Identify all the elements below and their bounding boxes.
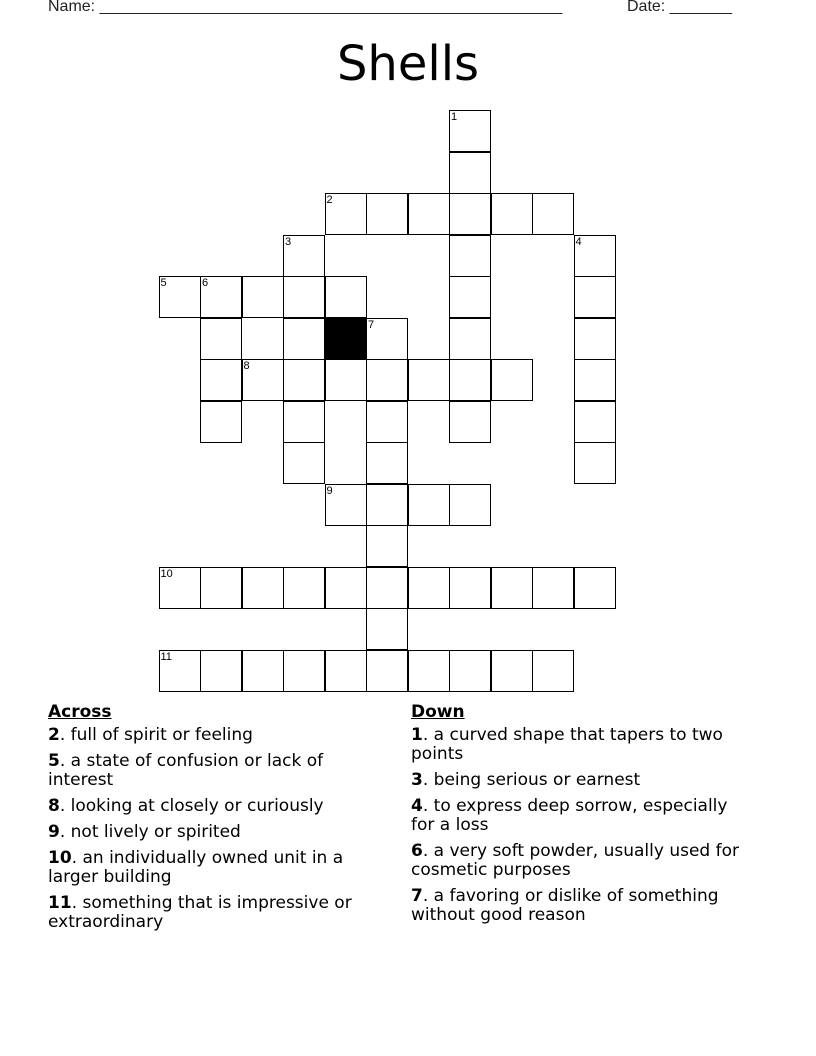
- cell-number: 4: [575, 235, 582, 248]
- clue-text: . being serious or earnest: [422, 770, 641, 790]
- grid-cell[interactable]: [408, 193, 450, 235]
- grid-cell[interactable]: [366, 442, 408, 484]
- clue-number: 1: [411, 725, 423, 745]
- cell-number: 8: [243, 360, 250, 372]
- across-heading: Across: [48, 702, 112, 722]
- grid-cell[interactable]: [242, 567, 284, 609]
- clue-text: . full of spirit or feeling: [59, 725, 253, 745]
- grid-cell[interactable]: [449, 193, 491, 235]
- name-field[interactable]: Name: ____________________________________________________: [48, 0, 563, 15]
- down-heading: Down: [411, 702, 465, 722]
- grid-cell[interactable]: [242, 650, 284, 692]
- grid-cell[interactable]: [242, 359, 284, 401]
- grid-cell[interactable]: [242, 276, 284, 318]
- grid-cell[interactable]: [574, 318, 616, 360]
- grid-cell[interactable]: [408, 359, 450, 401]
- grid-cell[interactable]: [200, 359, 242, 401]
- grid-cell[interactable]: [491, 359, 533, 401]
- clue-text: . a curved shape that tapers to two points: [411, 725, 723, 764]
- across-clue: [48, 797, 388, 816]
- clue-number: 5: [48, 751, 60, 771]
- grid-cell[interactable]: [159, 276, 201, 318]
- grid-cell[interactable]: [449, 110, 491, 152]
- clue-number: 10: [48, 848, 72, 868]
- down-clue-list: [411, 726, 751, 925]
- grid-cell[interactable]: [532, 193, 574, 235]
- grid-cell[interactable]: [200, 318, 242, 360]
- grid-cell[interactable]: [283, 567, 325, 609]
- grid-cell[interactable]: [449, 650, 491, 692]
- grid-cell[interactable]: [159, 567, 201, 609]
- across-clue: [48, 823, 388, 842]
- grid-cell[interactable]: [366, 359, 408, 401]
- grid-cell[interactable]: [325, 359, 367, 401]
- clue-text: . not lively or spirited: [59, 822, 241, 842]
- grid-cell[interactable]: [366, 193, 408, 235]
- clue-text: . to express deep sorrow, especially for a loss: [411, 796, 728, 835]
- grid-cell[interactable]: [449, 401, 491, 443]
- grid-cell[interactable]: [283, 650, 325, 692]
- grid-cell[interactable]: [449, 235, 491, 277]
- grid-cell[interactable]: [159, 650, 201, 692]
- cell-number: 3: [285, 235, 292, 248]
- grid-cell[interactable]: [283, 401, 325, 443]
- clue-text: . a very soft powder, usually used for cosmetic purposes: [411, 841, 739, 880]
- grid-cell[interactable]: [574, 235, 616, 277]
- grid-cell[interactable]: [366, 650, 408, 692]
- grid-cell[interactable]: [200, 650, 242, 692]
- grid-cell[interactable]: [325, 484, 367, 526]
- grid-cell[interactable]: [200, 567, 242, 609]
- grid-cell[interactable]: [408, 650, 450, 692]
- clue-number: 9: [48, 822, 60, 842]
- clue-number: 3: [411, 770, 423, 790]
- down-clue: [411, 771, 751, 790]
- clue-number: 8: [48, 796, 60, 816]
- clue-text: . looking at closely or curiously: [59, 796, 324, 816]
- across-clue: [48, 849, 388, 887]
- clue-number: 4: [411, 796, 423, 816]
- grid-cell[interactable]: [574, 276, 616, 318]
- grid-cell[interactable]: [408, 484, 450, 526]
- grid-cell[interactable]: [283, 276, 325, 318]
- down-clue: [411, 797, 751, 835]
- cell-number: 1: [451, 111, 458, 123]
- grid-cell[interactable]: [574, 359, 616, 401]
- clue-text: . a state of confusion or lack of interest: [48, 751, 324, 790]
- grid-cell[interactable]: [449, 152, 491, 194]
- grid-cell[interactable]: [491, 567, 533, 609]
- clue-number: 7: [411, 886, 423, 906]
- grid-cell[interactable]: [366, 401, 408, 443]
- clue-number: 6: [411, 841, 423, 861]
- across-clue: [48, 726, 388, 745]
- down-clues: [411, 702, 751, 932]
- grid-cell[interactable]: [366, 608, 408, 650]
- grid-cell[interactable]: [366, 318, 408, 360]
- cell-number: 9: [326, 484, 333, 497]
- grid-cell[interactable]: [449, 318, 491, 360]
- grid-cell[interactable]: [325, 193, 367, 235]
- grid-cell[interactable]: [449, 359, 491, 401]
- clue-text: . something that is impressive or extraordinary: [48, 893, 352, 932]
- black-cell: [325, 318, 367, 360]
- grid-cell[interactable]: [574, 442, 616, 484]
- grid-cell[interactable]: [449, 484, 491, 526]
- cell-number: 10: [160, 567, 173, 580]
- grid-cell[interactable]: [325, 650, 367, 692]
- grid-cell[interactable]: [283, 442, 325, 484]
- page-title: Shells: [336, 36, 480, 92]
- grid-cell[interactable]: [366, 525, 408, 567]
- grid-cell[interactable]: [200, 276, 242, 318]
- grid-cell[interactable]: [491, 650, 533, 692]
- cell-number: 5: [160, 277, 167, 289]
- grid-cell[interactable]: [366, 567, 408, 609]
- grid-cell[interactable]: [325, 567, 367, 609]
- grid-cell[interactable]: [408, 567, 450, 609]
- down-clue: [411, 887, 751, 925]
- cell-number: 11: [160, 650, 172, 663]
- grid-cell[interactable]: [491, 193, 533, 235]
- cell-number: 2: [326, 194, 333, 206]
- date-field[interactable]: Date: _______: [627, 0, 732, 15]
- grid-cell[interactable]: [574, 567, 616, 609]
- grid-cell[interactable]: [449, 567, 491, 609]
- across-clues: [48, 702, 388, 939]
- grid-cell[interactable]: [532, 650, 574, 692]
- cell-number: 7: [368, 318, 375, 331]
- grid-cell[interactable]: [283, 318, 325, 360]
- grid-cell[interactable]: [200, 401, 242, 443]
- grid-cell[interactable]: [574, 401, 616, 443]
- across-clue: [48, 894, 388, 932]
- down-clue: [411, 726, 751, 764]
- clue-number: 2: [48, 725, 60, 745]
- grid-cell[interactable]: [449, 276, 491, 318]
- cell-number: 6: [202, 277, 209, 289]
- grid-cell[interactable]: [283, 235, 325, 277]
- across-clue: [48, 752, 388, 790]
- clue-text: . a favoring or dislike of something without good reason: [411, 886, 719, 925]
- grid-cell[interactable]: [532, 567, 574, 609]
- clue-number: 11: [48, 893, 72, 913]
- across-clue-list: [48, 726, 388, 932]
- down-clue: [411, 842, 751, 880]
- grid-cell[interactable]: [283, 359, 325, 401]
- grid-cell[interactable]: [325, 276, 367, 318]
- clue-text: . an individually owned unit in a larger building: [48, 848, 344, 887]
- grid-cell[interactable]: [366, 484, 408, 526]
